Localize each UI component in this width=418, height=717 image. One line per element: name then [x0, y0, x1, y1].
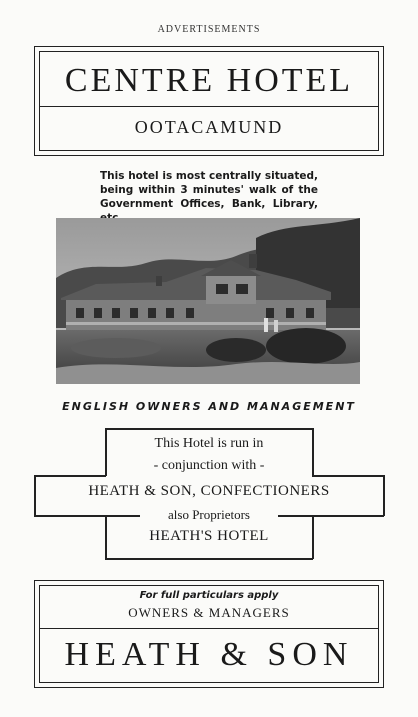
notice-line-1: This Hotel is run in	[154, 436, 264, 451]
page-header: ADVERTISEMENTS	[157, 24, 261, 35]
hotel-building-photo-icon	[56, 218, 360, 384]
notice-line-2: - conjunction with -	[153, 458, 265, 473]
apply-line: For full particulars apply	[139, 590, 279, 601]
title-divider	[39, 106, 379, 107]
notice-line-5: HEATH'S HOTEL	[149, 528, 269, 544]
owners-management-line: ENGLISH OWNERS AND MANAGEMENT	[62, 400, 356, 413]
hotel-description: This hotel is most centrally situated, being within 3 minutes' walk of the Government Offices, Bank, Library,	[100, 170, 318, 210]
firm-name: HEATH & SON	[64, 636, 354, 673]
notice-line-4: also Proprietors	[168, 507, 250, 522]
managers-line: OWNERS & MANAGERS	[128, 605, 290, 620]
contact-divider	[39, 628, 379, 629]
hotel-location: OOTACAMUND	[134, 117, 284, 137]
notice-line-3: HEATH & SON, CONFECTIONERS	[88, 483, 330, 499]
hotel-name: CENTRE HOTEL	[64, 62, 354, 99]
